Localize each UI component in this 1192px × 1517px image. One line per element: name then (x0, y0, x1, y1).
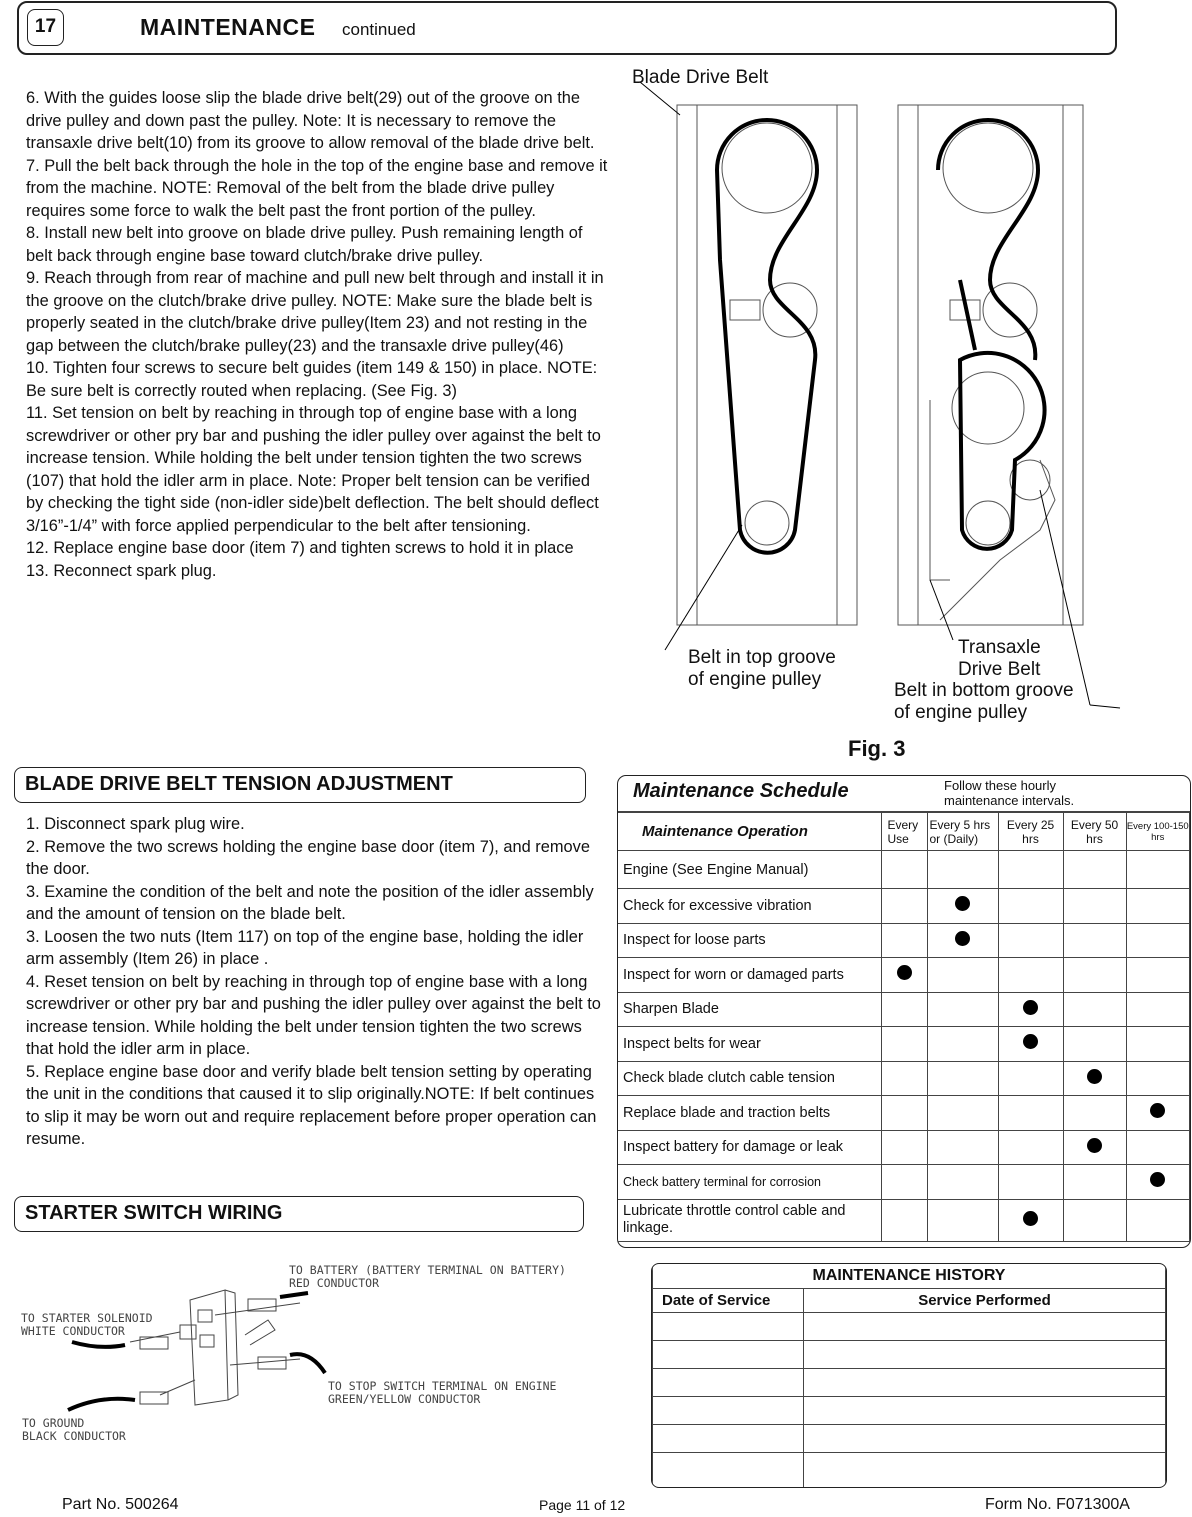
part-number: Part No. 500264 (62, 1496, 179, 1513)
interval-cell (1126, 889, 1190, 924)
step: 8. Install new belt into groove on blade drive pulley. Push remaining length of belt back through engine base toward clutch/brake drive pulley. (26, 224, 583, 265)
maintenance-history (651, 1263, 1167, 1488)
wire-label-line: TO BATTERY (BATTERY TERMINAL ON BATTERY) (289, 1263, 566, 1277)
wire-label-stop-switch (328, 1380, 556, 1406)
col-header: Every 100-150 hrs (1126, 813, 1190, 851)
history-title: MAINTENANCE HISTORY (653, 1264, 1166, 1288)
service-cell[interactable] (804, 1368, 1166, 1396)
schedule-note: Follow these hourly maintenance intervals. (944, 778, 1075, 808)
label-transaxle: Transaxle (958, 637, 1041, 658)
interval-cell (998, 1027, 1063, 1062)
section-header-wiring: STARTER SWITCH WIRING (14, 1196, 584, 1232)
interval-dot-icon (897, 965, 912, 980)
interval-cell (1063, 1096, 1126, 1131)
date-cell[interactable] (653, 1396, 804, 1424)
label-blade-drive-belt: Blade Drive Belt (632, 67, 769, 88)
operation-label: Sharpen Blade (618, 992, 881, 1027)
belt-routing-figure (620, 60, 1192, 740)
schedule-row (618, 1199, 1190, 1241)
maintenance-schedule (617, 775, 1191, 1248)
history-row (653, 1424, 1166, 1452)
schedule-row (618, 851, 1190, 889)
interval-cell (881, 1096, 927, 1131)
step: 5. Replace engine base door and verify blade belt tension setting by operating the unit in the conditions that caused it to slip originally.NOTE: If belt continues to slip it may be worn out and require replacement before proper operation can resume. (26, 1062, 597, 1148)
operation-label: Engine (See Engine Manual) (618, 851, 881, 889)
step: 7. Pull the belt back through the hole in the top of the engine base and remove it from the machine. NOTE: Removal of the belt from the blade drive pulley requires some force to walk the belt past the front portion of the pulley. (26, 156, 608, 220)
interval-cell (1063, 1061, 1126, 1096)
steps-continued (26, 87, 611, 582)
interval-cell (1126, 1061, 1190, 1096)
tension-steps (26, 813, 611, 1151)
schedule-title: Maintenance Schedule (633, 780, 849, 802)
interval-cell (1063, 958, 1126, 993)
interval-cell (1063, 1199, 1126, 1241)
interval-cell (1126, 1199, 1190, 1241)
interval-cell (1126, 992, 1190, 1027)
interval-cell (1063, 1027, 1126, 1062)
step: 12. Replace engine base door (item 7) and tighten screws to hold it in place (26, 539, 574, 557)
date-cell[interactable] (653, 1424, 804, 1452)
history-row (653, 1452, 1166, 1488)
schedule-table (618, 812, 1190, 1242)
page-subtitle: continued (342, 20, 416, 39)
operation-label: Inspect for loose parts (618, 923, 881, 958)
schedule-row (618, 889, 1190, 924)
interval-cell (998, 1061, 1063, 1096)
schedule-row (618, 923, 1190, 958)
wire-label-ground (22, 1417, 126, 1443)
interval-cell (881, 1130, 927, 1165)
operation-label: Check for excessive vibration (618, 889, 881, 924)
wire-label-line: RED CONDUCTOR (289, 1276, 380, 1290)
col-header: Every Use (881, 813, 927, 851)
interval-cell (927, 1096, 998, 1131)
interval-cell (881, 889, 927, 924)
form-number: Form No. F071300A (985, 1496, 1130, 1513)
interval-cell (881, 923, 927, 958)
interval-cell (998, 958, 1063, 993)
wire-label-battery (289, 1264, 566, 1290)
history-row (653, 1368, 1166, 1396)
operation-label: Inspect belts for wear (618, 1027, 881, 1062)
interval-cell (927, 1199, 998, 1241)
interval-dot-icon (1087, 1069, 1102, 1084)
step: 4. Reset tension on belt by reaching in through top of engine base with a long screwdriver or other pry bar and pushing the idler pulley over against the belt to increase tension. While holding the belt under tension tighten the two screws that hold the idler arm in place. (26, 972, 601, 1058)
interval-cell (1126, 1130, 1190, 1165)
interval-cell (1126, 1027, 1190, 1062)
wire-label-line: TO STOP SWITCH TERMINAL ON ENGINE (328, 1379, 557, 1393)
service-cell[interactable] (804, 1452, 1166, 1488)
step: 3. Examine the condition of the belt and note the position of the idler assembly and the amount of tension on the blade belt. (26, 882, 594, 923)
interval-cell (998, 1199, 1063, 1241)
interval-cell (881, 992, 927, 1027)
page-title: MAINTENANCE (140, 14, 316, 40)
interval-dot-icon (1150, 1103, 1165, 1118)
service-cell[interactable] (804, 1312, 1166, 1340)
interval-cell (881, 1061, 927, 1096)
wire-label-line: GREEN/YELLOW CONDUCTOR (328, 1392, 481, 1406)
operation-label: Check battery terminal for corrosion (618, 1165, 881, 1200)
interval-cell (998, 1130, 1063, 1165)
service-cell[interactable] (804, 1340, 1166, 1368)
op-header: Maintenance Operation (618, 813, 881, 851)
schedule-row (618, 1130, 1190, 1165)
history-row (653, 1312, 1166, 1340)
operation-label: Replace blade and traction belts (618, 1096, 881, 1131)
interval-dot-icon (1087, 1138, 1102, 1153)
interval-cell (1063, 992, 1126, 1027)
interval-cell (1126, 958, 1190, 993)
interval-cell (927, 1130, 998, 1165)
interval-cell (881, 1199, 927, 1241)
date-cell[interactable] (653, 1452, 804, 1488)
interval-cell (1126, 851, 1190, 889)
interval-dot-icon (955, 896, 970, 911)
interval-cell (881, 1165, 927, 1200)
history-col-date: Date of Service (653, 1288, 804, 1312)
wire-label-line: TO STARTER SOLENOID (21, 1311, 153, 1325)
interval-cell (927, 992, 998, 1027)
interval-cell (998, 889, 1063, 924)
section-header-tension: BLADE DRIVE BELT TENSION ADJUSTMENT (14, 767, 586, 803)
step: 2. Remove the two screws holding the engine base door (item 7), and remove the door. (26, 837, 590, 878)
history-row (653, 1396, 1166, 1424)
step: 1. Disconnect spark plug wire. (26, 815, 245, 833)
service-cell[interactable] (804, 1424, 1166, 1452)
interval-cell (1063, 1165, 1126, 1200)
interval-cell (927, 851, 998, 889)
interval-cell (927, 1061, 998, 1096)
interval-cell (1063, 923, 1126, 958)
step: 13. Reconnect spark plug. (26, 561, 217, 580)
operation-label: Inspect battery for damage or leak (618, 1130, 881, 1165)
history-col-service: Service Performed (804, 1288, 1166, 1312)
wire-label-line: WHITE CONDUCTOR (21, 1324, 125, 1338)
interval-cell (998, 992, 1063, 1027)
interval-dot-icon (1023, 1211, 1038, 1226)
step: 9. Reach through from rear of machine and pull new belt through and install it in the groove on the clutch/brake drive pulley. NOTE: Make sure the blade belt is properly seated in the clutch/brake drive pulley(Item 23) and not resting in the gap between the clutch/brake pulley(23) and the transaxle drive pulley(46) (26, 269, 604, 355)
interval-cell (1126, 1096, 1190, 1131)
date-cell[interactable] (653, 1340, 804, 1368)
interval-cell (881, 958, 927, 993)
schedule-row (618, 1061, 1190, 1096)
label-top-groove-2: of engine pulley (688, 669, 822, 690)
history-row (653, 1340, 1166, 1368)
interval-cell (881, 1027, 927, 1062)
step: 10. Tighten four screws to secure belt guides (item 149 & 150) in place. NOTE: Be sure belt is correctly routed when replacing. (See Fig. 3) (26, 359, 598, 400)
date-cell[interactable] (653, 1312, 804, 1340)
interval-cell (1063, 851, 1126, 889)
operation-label: Lubricate throttle control cable and linkage. (618, 1199, 881, 1241)
wire-label-line: BLACK CONDUCTOR (22, 1429, 126, 1443)
schedule-row (618, 1096, 1190, 1131)
step: 11. Set tension on belt by reaching in through top of engine base with a long screwdriver or other pry bar and pushing the idler pulley over against the belt to increase tension. While holding the belt under tension tighten the two screws (107) that hold the idler arm in place. Note: Proper belt tension can be verified by checking the tight side (non-idler side)belt deflection. The belt should deflect 3/16”-1/4” with force applied perpendicular to the belt after tensioning. (26, 404, 601, 535)
operation-label: Check blade clutch cable tension (618, 1061, 881, 1096)
page-number: 17 (27, 9, 64, 46)
interval-dot-icon (1023, 1000, 1038, 1015)
interval-cell (927, 958, 998, 993)
label-transaxle-2: Drive Belt (958, 659, 1041, 680)
service-cell[interactable] (804, 1396, 1166, 1424)
interval-cell (927, 1027, 998, 1062)
interval-cell (1126, 923, 1190, 958)
wire-label-solenoid (21, 1312, 153, 1338)
schedule-row (618, 958, 1190, 993)
interval-cell (1063, 1130, 1126, 1165)
page-indicator: Page 11 of 12 (539, 1497, 626, 1513)
figure-caption: Fig. 3 (848, 736, 906, 761)
interval-cell (881, 851, 927, 889)
interval-cell (998, 923, 1063, 958)
interval-cell (1126, 1165, 1190, 1200)
step: 6. With the guides loose slip the blade drive belt(29) out of the groove on the drive pulley and down past the pulley. Note: It is necessary to remove the transaxle drive belt(10) from its groove to allow removal of the blade drive belt. (26, 89, 595, 152)
col-header: Every 25 hrs (998, 813, 1063, 851)
interval-cell (998, 851, 1063, 889)
wire-label-line: TO GROUND (22, 1416, 85, 1430)
schedule-row (618, 992, 1190, 1027)
label-top-groove: Belt in top groove (688, 647, 836, 668)
operation-label: Inspect for worn or damaged parts (618, 958, 881, 993)
col-header: Every 5 hrs or (Daily) (927, 813, 998, 851)
interval-dot-icon (1023, 1034, 1038, 1049)
interval-cell (927, 889, 998, 924)
label-bottom-groove-2: of engine pulley (894, 702, 1028, 723)
col-header: Every 50 hrs (1063, 813, 1126, 851)
interval-cell (998, 1165, 1063, 1200)
date-cell[interactable] (653, 1368, 804, 1396)
interval-cell (1063, 889, 1126, 924)
step: 3. Loosen the two nuts (Item 117) on top of the engine base, holding the idler arm assembly (Item 26) in place . (26, 927, 584, 968)
schedule-row (618, 1027, 1190, 1062)
interval-cell (927, 1165, 998, 1200)
label-bottom-groove: Belt in bottom groove (894, 680, 1074, 701)
interval-cell (927, 923, 998, 958)
interval-dot-icon (1150, 1172, 1165, 1187)
interval-cell (998, 1096, 1063, 1131)
interval-dot-icon (955, 931, 970, 946)
schedule-row (618, 1165, 1190, 1200)
